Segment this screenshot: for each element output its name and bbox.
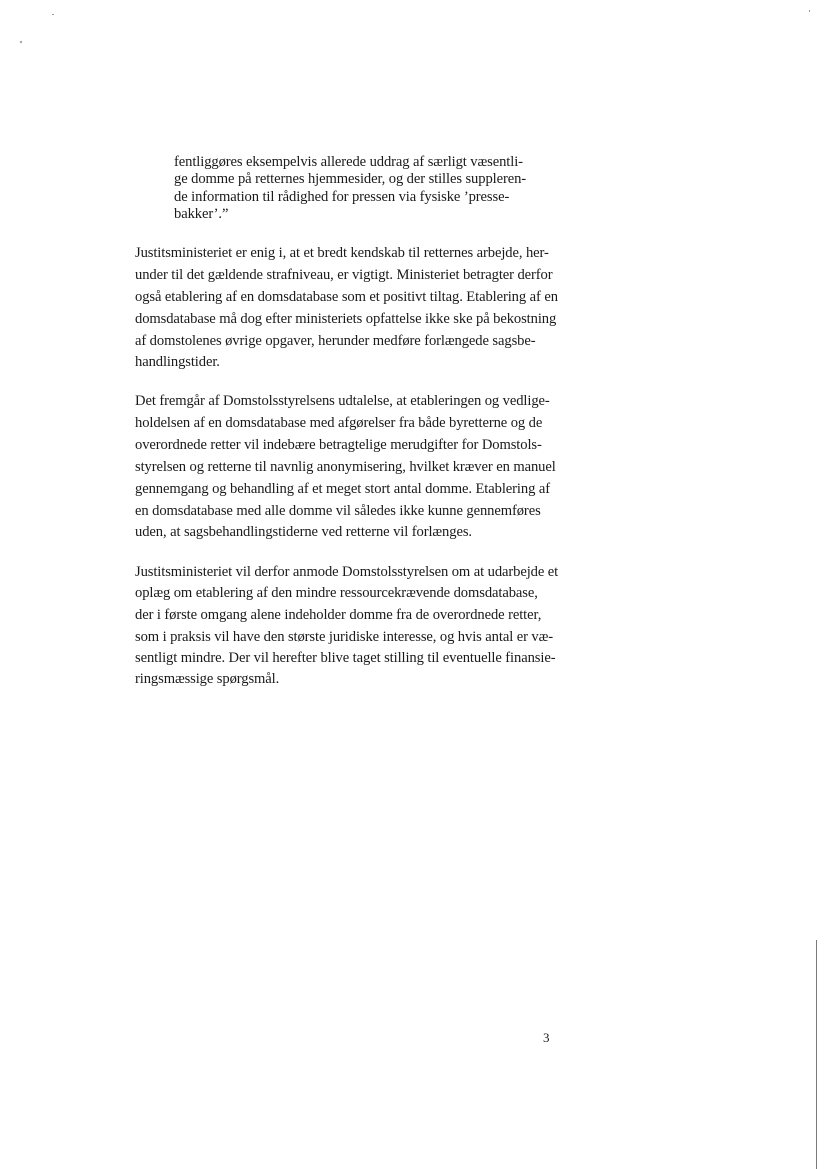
- paragraph-line: uden, at sagsbehandlingstiderne ved retterne vil forlænges.: [135, 524, 472, 540]
- scan-speck: [809, 10, 810, 12]
- page-number: 3: [543, 1030, 550, 1045]
- paragraph-line: overordnede retter vil indebære betragtelige merudgifter for Domstols-: [135, 437, 542, 453]
- paragraph-line: ringsmæssige spørgsmål.: [135, 671, 280, 687]
- quote-line: fentliggøres eksempelvis allerede uddrag af særligt væsentli-: [174, 154, 523, 170]
- scan-speck: [20, 41, 23, 44]
- paragraph-line: holdelsen af en domsdatabase med afgørelser fra både byretterne og de: [135, 415, 543, 431]
- paragraph-line: af domstolenes øvrige opgaver, herunder medføre forlængede sagsbe-: [135, 333, 536, 349]
- quote-line: de information til rådighed for pressen via fysiske ’presse-: [174, 189, 510, 205]
- paragraph-line: under til det gældende strafniveau, er vigtigt. Ministeriet betragter derfor: [135, 267, 553, 283]
- scan-edge-line: [816, 940, 817, 1169]
- paragraph-line: handlingstider.: [135, 354, 220, 370]
- paragraph-line: oplæg om etablering af den mindre ressourcekrævende domsdatabase,: [135, 585, 538, 601]
- quote-line: ge domme på retternes hjemmesider, og der stilles suppleren-: [174, 171, 527, 187]
- paragraph-line: domsdatabase må dog efter ministeriets opfattelse ikke ske på bekostning: [135, 311, 557, 327]
- paragraph-line: gennemgang og behandling af et meget stort antal domme. Etablering af: [135, 481, 550, 497]
- paragraph-line: styrelsen og retterne til navnlig anonymisering, hvilket kræver en manuel: [135, 459, 556, 475]
- paragraph-line: Justitsministeriet er enig i, at et bredt kendskab til retternes arbejde, her-: [135, 245, 549, 261]
- paragraph-line: en domsdatabase med alle domme vil således ikke kunne gennemføres: [135, 503, 541, 519]
- paragraph-line: sentligt mindre. Der vil herefter blive taget stilling til eventuelle finansie-: [135, 650, 556, 666]
- paragraph-line: Det fremgår af Domstolsstyrelsens udtalelse, at etableringen og vedlige-: [135, 393, 550, 409]
- paragraph-line: der i første omgang alene indeholder domme fra de overordnede retter,: [135, 607, 542, 623]
- scan-speck: [52, 14, 54, 15]
- paragraph-line: også etablering af en domsdatabase som et positivt tiltag. Etablering af en: [135, 289, 558, 305]
- paragraph-line: Justitsministeriet vil derfor anmode Domstolsstyrelsen om at udarbejde et: [135, 564, 559, 580]
- quote-line: bakker’.”: [174, 206, 229, 222]
- paragraph-line: som i praksis vil have den største juridiske interesse, og hvis antal er væ-: [135, 629, 553, 645]
